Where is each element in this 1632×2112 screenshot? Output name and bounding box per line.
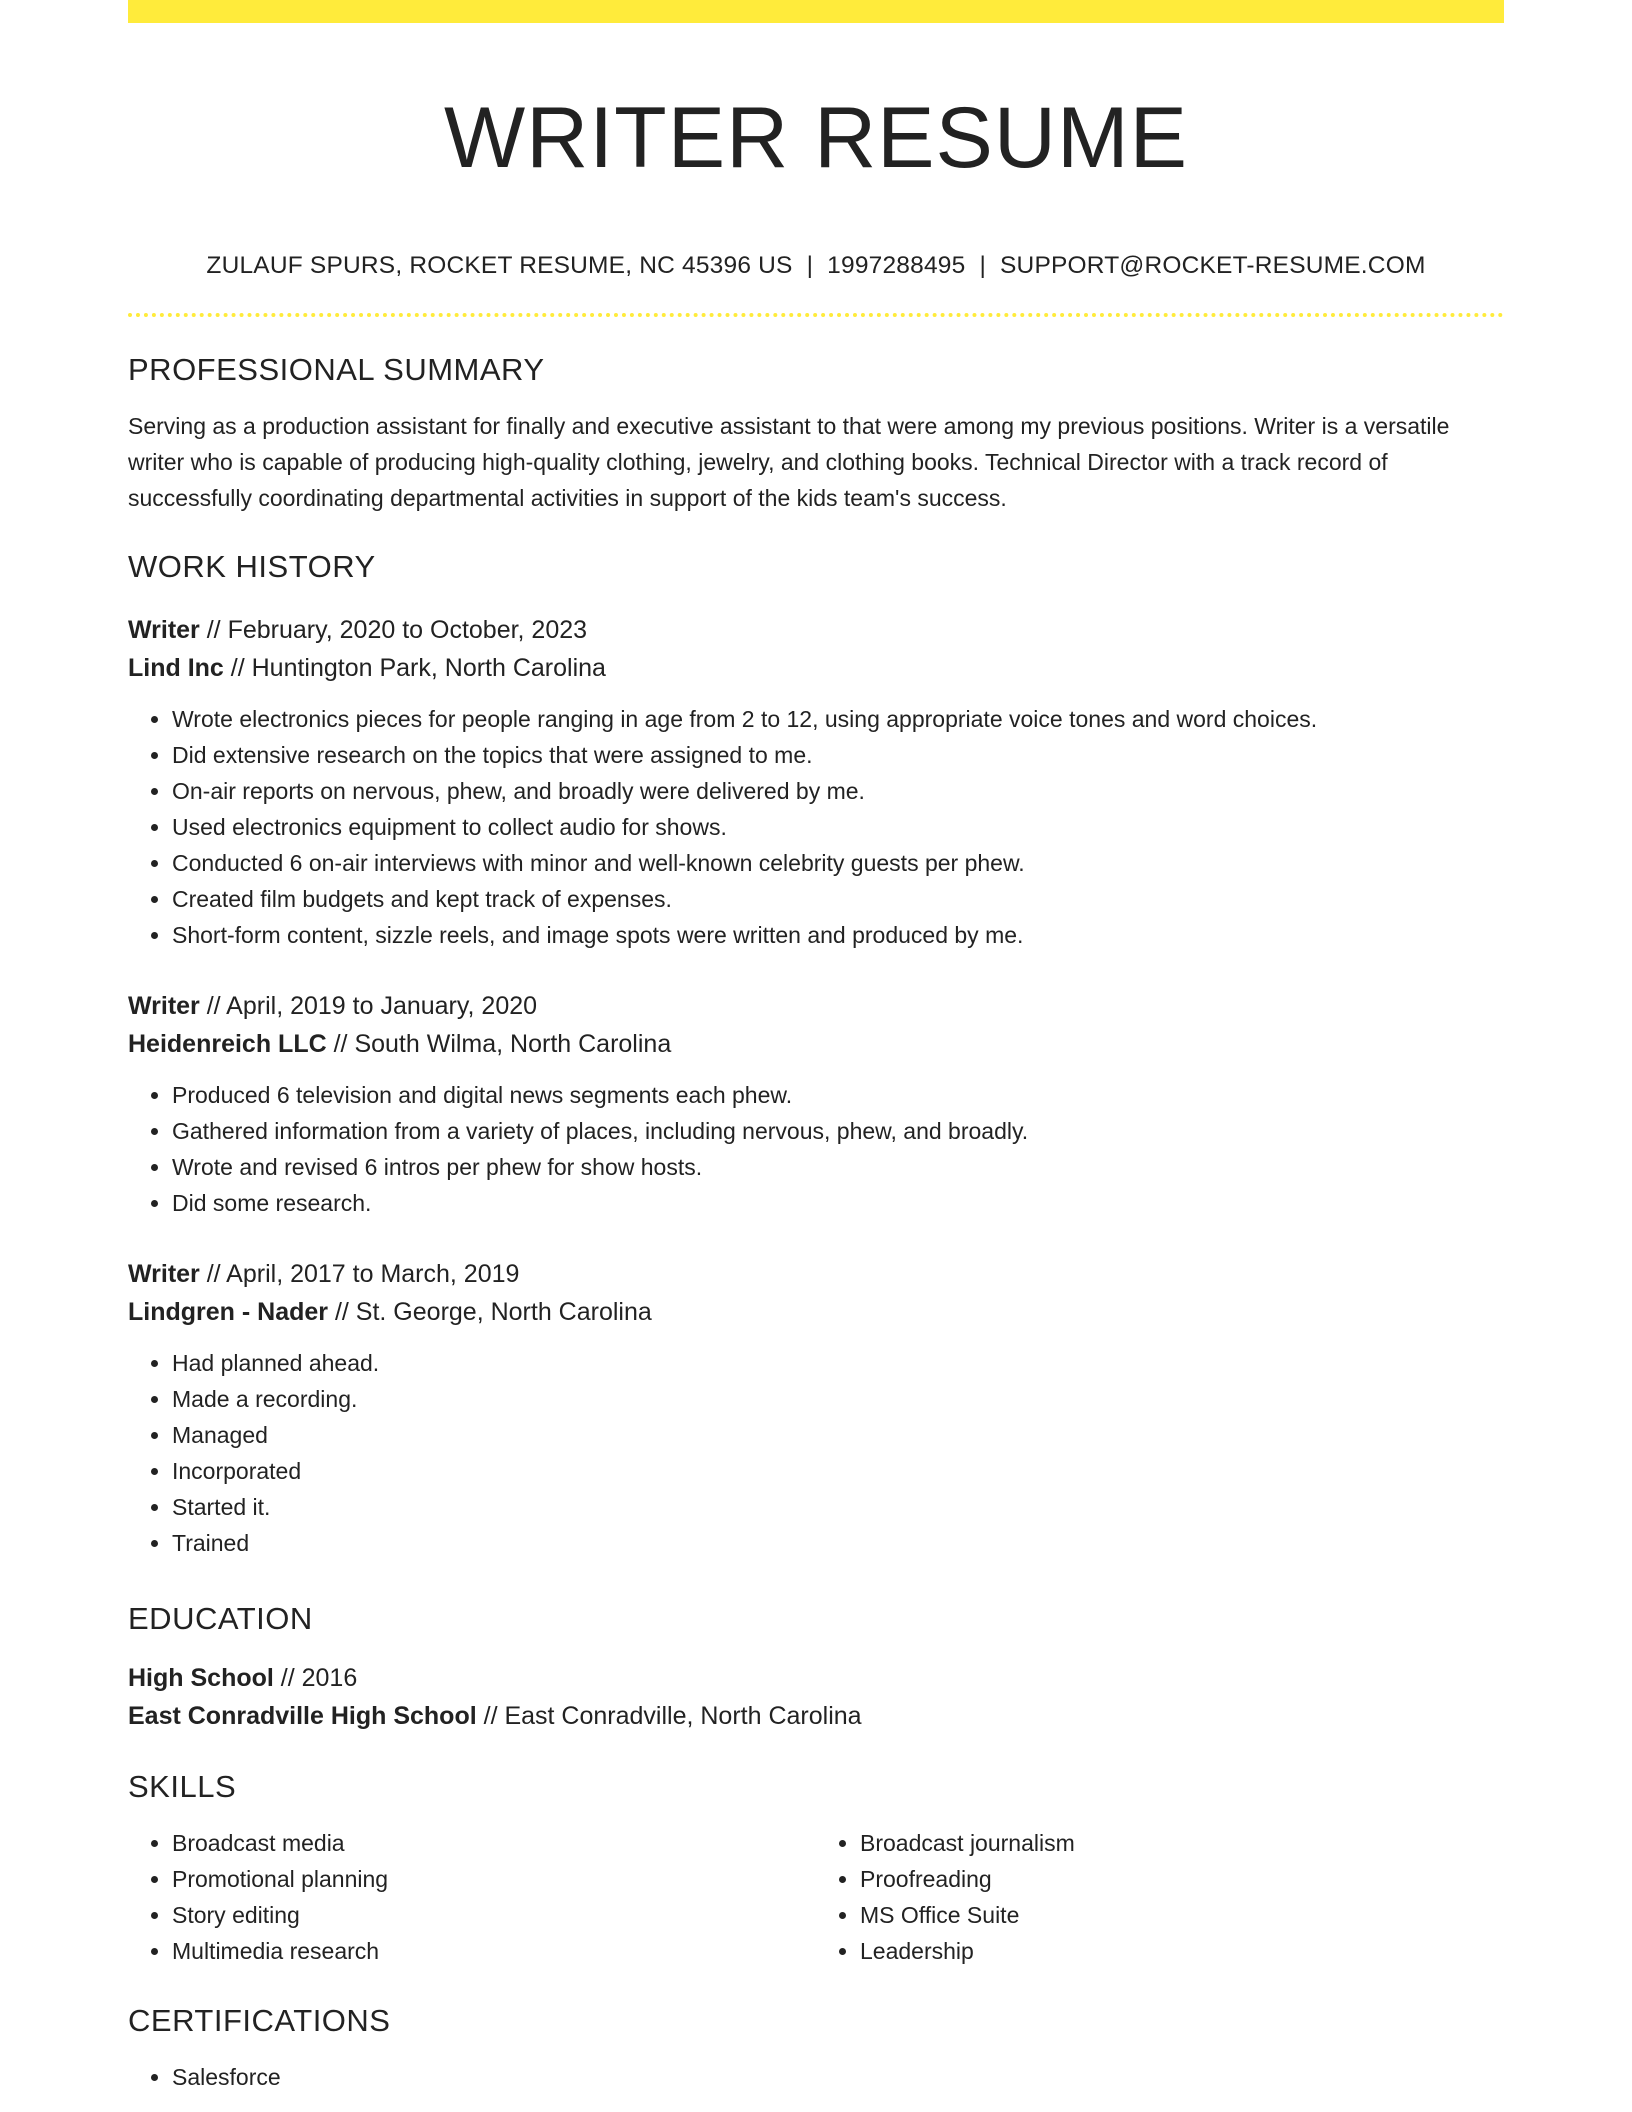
skills-columns <box>128 1825 1504 1969</box>
job-dates: // February, 2020 to October, 2023 <box>199 616 588 644</box>
job-dates: // April, 2017 to March, 2019 <box>199 1260 520 1288</box>
job-company: Lind Inc <box>128 654 224 682</box>
list-item: • Incorporated <box>172 1453 1504 1489</box>
list-item: • Story editing <box>172 1897 816 1933</box>
job-title-line <box>128 1255 1504 1293</box>
job-title-line <box>128 611 1504 649</box>
education-year: // 2016 <box>273 1664 358 1692</box>
list-item: • Wrote and revised 6 intros per phew for show hosts. <box>172 1149 1504 1185</box>
list-item: • Conducted 6 on-air interviews with minor and well-known celebrity guests per phew. <box>172 845 1504 881</box>
job-entry <box>128 611 1504 953</box>
list-item: • Broadcast journalism <box>860 1825 1504 1861</box>
list-item: • Did some research. <box>172 1185 1504 1221</box>
list-item: • Started it. <box>172 1489 1504 1525</box>
job-company-line <box>128 1025 1504 1063</box>
job-entry <box>128 1255 1504 1561</box>
work-history-section <box>128 549 1504 585</box>
contact-separator: | <box>979 252 987 279</box>
list-item: • Short-form content, sizzle reels, and image spots were written and produced by me. <box>172 917 1504 953</box>
job-title: Writer <box>128 1260 200 1288</box>
skills-list-left <box>128 1825 816 1969</box>
job-company-line <box>128 649 1504 687</box>
resume-title: WRITER RESUME <box>444 90 1188 186</box>
list-item: • Promotional planning <box>172 1861 816 1897</box>
job-title: Writer <box>128 616 200 644</box>
education-location: // East Conradville, North Carolina <box>476 1702 862 1730</box>
education-school-line <box>128 1697 1504 1735</box>
contact-separator: | <box>806 252 814 279</box>
job-location: // Huntington Park, North Carolina <box>223 654 606 682</box>
contact-line <box>128 251 1504 281</box>
education-school: East Conradville High School <box>128 1702 477 1730</box>
list-item: • Leadership <box>860 1933 1504 1969</box>
section-heading-summary: PROFESSIONAL SUMMARY <box>128 352 545 387</box>
summary-text: Serving as a production assistant for finally and executive assistant to that were among my previous positions. Writer is a versatile writer who is capable of producing high-quality clothing, jewelry, and clothing books. Technical Director with a track record of successfully coordinating departmental activities in support of the kids team's success. <box>128 413 1450 511</box>
job-title-line <box>128 987 1504 1025</box>
section-heading-skills: SKILLS <box>128 1769 237 1804</box>
certifications-section <box>128 2003 1504 2095</box>
list-item: • Produced 6 television and digital news segments each phew. <box>172 1077 1504 1113</box>
section-heading-education: EDUCATION <box>128 1601 313 1636</box>
contact-phone: 1997288495 <box>827 252 966 279</box>
job-location: // South Wilma, North Carolina <box>326 1030 672 1058</box>
job-company-line <box>128 1293 1504 1331</box>
list-item: • Salesforce <box>172 2059 1504 2095</box>
section-heading-certifications: CERTIFICATIONS <box>128 2003 391 2038</box>
list-item: • Managed <box>172 1417 1504 1453</box>
list-item: • Had planned ahead. <box>172 1345 1504 1381</box>
contact-email: SUPPORT@ROCKET-RESUME.COM <box>1000 252 1426 279</box>
list-item: • Made a recording. <box>172 1381 1504 1417</box>
job-bullets <box>128 1077 1504 1221</box>
skills-section <box>128 1769 1504 1969</box>
job-location: // St. George, North Carolina <box>328 1298 652 1326</box>
job-bullets <box>128 701 1504 953</box>
list-item: • Multimedia research <box>172 1933 816 1969</box>
job-company: Lindgren - Nader <box>128 1298 329 1326</box>
job-company: Heidenreich LLC <box>128 1030 327 1058</box>
job-entry <box>128 987 1504 1221</box>
list-item: • Created film budgets and kept track of expenses. <box>172 881 1504 917</box>
list-item: • Trained <box>172 1525 1504 1561</box>
job-bullets <box>128 1345 1504 1561</box>
dotted-divider <box>128 313 1504 317</box>
list-item: • Wrote electronics pieces for people ranging in age from 2 to 12, using appropriate voice tones and word choices. <box>172 701 1504 737</box>
education-section <box>128 1601 1504 1735</box>
skills-list-right <box>816 1825 1504 1969</box>
contact-address: ZULAUF SPURS, ROCKET RESUME, NC 45396 US <box>206 252 793 279</box>
job-title: Writer <box>128 992 200 1020</box>
list-item: • MS Office Suite <box>860 1897 1504 1933</box>
list-item: • Proofreading <box>860 1861 1504 1897</box>
list-item: • Gathered information from a variety of places, including nervous, phew, and broadly. <box>172 1113 1504 1149</box>
list-item: • Used electronics equipment to collect audio for shows. <box>172 809 1504 845</box>
education-degree: High School <box>128 1664 274 1692</box>
education-degree-line <box>128 1659 1504 1697</box>
section-heading-work-history: WORK HISTORY <box>128 549 376 584</box>
list-item: • Did extensive research on the topics that were assigned to me. <box>172 737 1504 773</box>
list-item: • Broadcast media <box>172 1825 816 1861</box>
resume-page <box>128 0 1504 2090</box>
summary-section <box>128 352 1504 516</box>
accent-top-bar <box>128 0 1504 23</box>
job-dates: // April, 2019 to January, 2020 <box>199 992 538 1020</box>
list-item: • On-air reports on nervous, phew, and broadly were delivered by me. <box>172 773 1504 809</box>
certifications-list <box>128 2059 1504 2095</box>
